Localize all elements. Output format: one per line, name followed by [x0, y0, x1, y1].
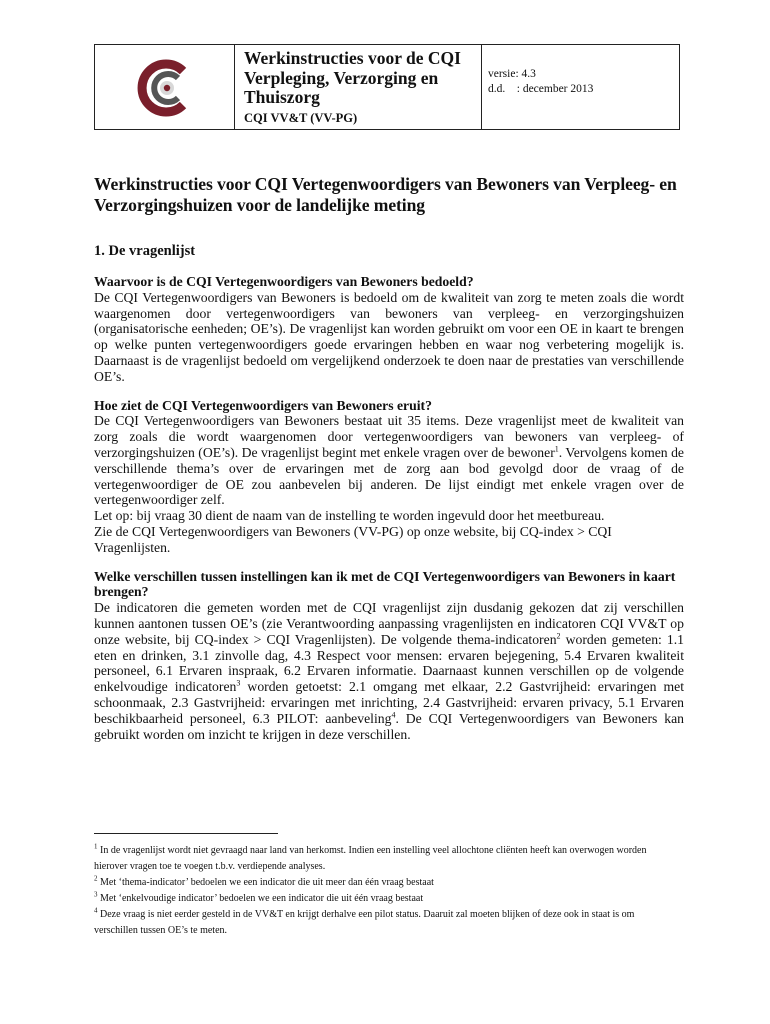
main-content [94, 174, 684, 742]
footnote-text: Met ‘enkelvoudige indicator’ bedoelen we een indicator die uit één vraag bestaat [97, 893, 424, 904]
question-heading: Waarvoor is de CQI Vertegenwoordigers van Bewoners bedoeld? [94, 274, 474, 289]
footnote-ref[interactable]: 4 [391, 710, 396, 720]
question-block [94, 274, 684, 385]
paragraph-text: worden gemeten: 1.1 eten en drinken, 3.1 zinvolle dag, 4.3 Respect voor mensen: ervaren bejegening, 5.4 Ervaren kwaliteit personeel, 6.1 Ervaren inspraak, 6.2 Ervaren informatie. Daarnaast kunnen verschillen op de volgende enkelvoudige indicatoren [94, 631, 685, 695]
question-heading: Hoe ziet de CQI Vertegenwoordigers van Bewoners eruit? [94, 397, 432, 413]
footnote [94, 907, 680, 939]
header-table [94, 44, 680, 130]
paragraph-text: De indicatoren die gemeten worden met de CQI vragenlijst zijn dusdanig gekozen dat zij verschillen kunnen aantonen tussen OE’s (zie Verantwoording aanpassing vragenlijsten en indicatoren CQI VV&T op onze website, bij CQ-index > CQI Vragenlijsten). De volgende thema-indicatoren [94, 600, 684, 647]
footnote-text: Deze vraag is niet eerder gesteld in de VV&T en krijgt derhalve een pilot status. Daaruit zal moeten blijken of deze ook in staat is om verschillen tussen OE’s te meten. [94, 909, 635, 936]
cq-logo-icon [137, 59, 193, 117]
footnote-number: 3 [94, 890, 98, 899]
date-label: d.d. : december 2013 [488, 83, 594, 95]
paragraph: Zie de CQI Vertegenwoordigers van Bewoners (VV-PG) op onze website, bij CQ-index > CQI Vragenlijsten. [94, 523, 612, 555]
footnote-number: 4 [94, 906, 98, 915]
footnote-ref[interactable]: 1 [554, 444, 559, 454]
question-heading: Welke verschillen tussen instellingen kan ik met de CQI Vertegenwoordigers van Bewoners in kaart brengen? [94, 568, 676, 600]
paragraph [94, 600, 684, 742]
paragraph-text: . Vervolgens komen de verschillende thema’s over de ervaringen met de zorg aan bod gevolgd door de vraag of de vertegenwoordiger de OE zou aanbevelen bij anderen. De lijst eindigt met enkele vragen over de vertegenwoordiger zelf. [94, 444, 684, 508]
paragraph-text: . De CQI Vertegenwoordigers van Bewoners kan gebruikt worden om inzicht te krijgen in deze verschillen. [94, 710, 684, 742]
question-block [94, 398, 684, 556]
footnote-ref[interactable]: 3 [236, 678, 241, 688]
paragraph: De CQI Vertegenwoordigers van Bewoners is bedoeld om de kwaliteit van zorg te meten zoals die wordt waargenomen door vertegenwoordigers van bewoners van verpleeg- en verzorgingshuizen (organisatorische eenheden; OE’s). De vragenlijst kan worden gebruikt om voor een OE in kaart te brengen op welke punten vertegenwoordigers goede ervaringen hebben en waar nog verbetering mogelijk is. Daarnaast is de vragenlijst bedoeld om vergelijkend onderzoek te doen naar de prestaties van verschillende OE’s. [94, 289, 684, 384]
footnote-text: Met ‘thema-indicator’ bedoelen we een indicator die uit meer dan één vraag bestaat [97, 877, 434, 888]
footnote-ref[interactable]: 2 [556, 631, 561, 641]
paragraph: Let op: bij vraag 30 dient de naam van de instelling te worden ingevuld door het meetbureau. [94, 508, 605, 524]
paragraph-text: De CQI Vertegenwoordigers van Bewoners bestaat uit 35 items. Deze vragenlijst meet de kwaliteit van zorg zoals die wordt waargenomen door vertegenwoordigers van bewoners van verpleeg- of verzorgingshuizen (OE’s). De vragenlijst begint met enkele vragen over de bewoner [94, 413, 684, 460]
header-logo-cell [95, 45, 235, 129]
version-label: versie: 4.3 [488, 68, 536, 80]
paragraph [94, 413, 684, 508]
footnote-text: In de vragenlijst wordt niet gevraagd naar land van herkomst. Indien een instelling veel allochtone cliënten heeft kan overwogen worden hierover vragen toe te voegen t.b.v. verdiepende analyses. [94, 845, 647, 872]
header-title-cell [235, 45, 482, 129]
document-title: Werkinstructies voor CQI Vertegenwoordigers van Bewoners van Verpleeg- en Verzorgingshuizen voor de landelijke meting [94, 174, 677, 215]
header-subtitle: CQI VV&T (VV-PG) [244, 111, 358, 125]
header-meta [488, 67, 593, 97]
header-title: Werkinstructies voor de CQI Verpleging, Verzorging en Thuiszorg [244, 48, 461, 107]
footnote [94, 891, 680, 907]
section-heading: 1. De vragenlijst [94, 243, 196, 259]
footnote-number: 2 [94, 874, 98, 883]
question-block [94, 569, 684, 743]
header-meta-cell [482, 45, 679, 129]
footnote [94, 875, 680, 891]
footnote [94, 843, 680, 875]
footnote-number: 1 [94, 842, 98, 851]
paragraph-text: worden getoetst: 2.1 omgang met elkaar, 2.2 Gastvrijheid: ervaringen met schoonmaak, 2.3 Gastvrijheid: ervaringen met inrichting, 2.4 Gastvrijheid: ervaren privacy, 5.1 Ervaren beschikbaarheid personeel, 6.3 PILOT: aanbeveling [94, 679, 685, 726]
footnote-divider [94, 833, 278, 834]
footnotes [94, 843, 680, 939]
